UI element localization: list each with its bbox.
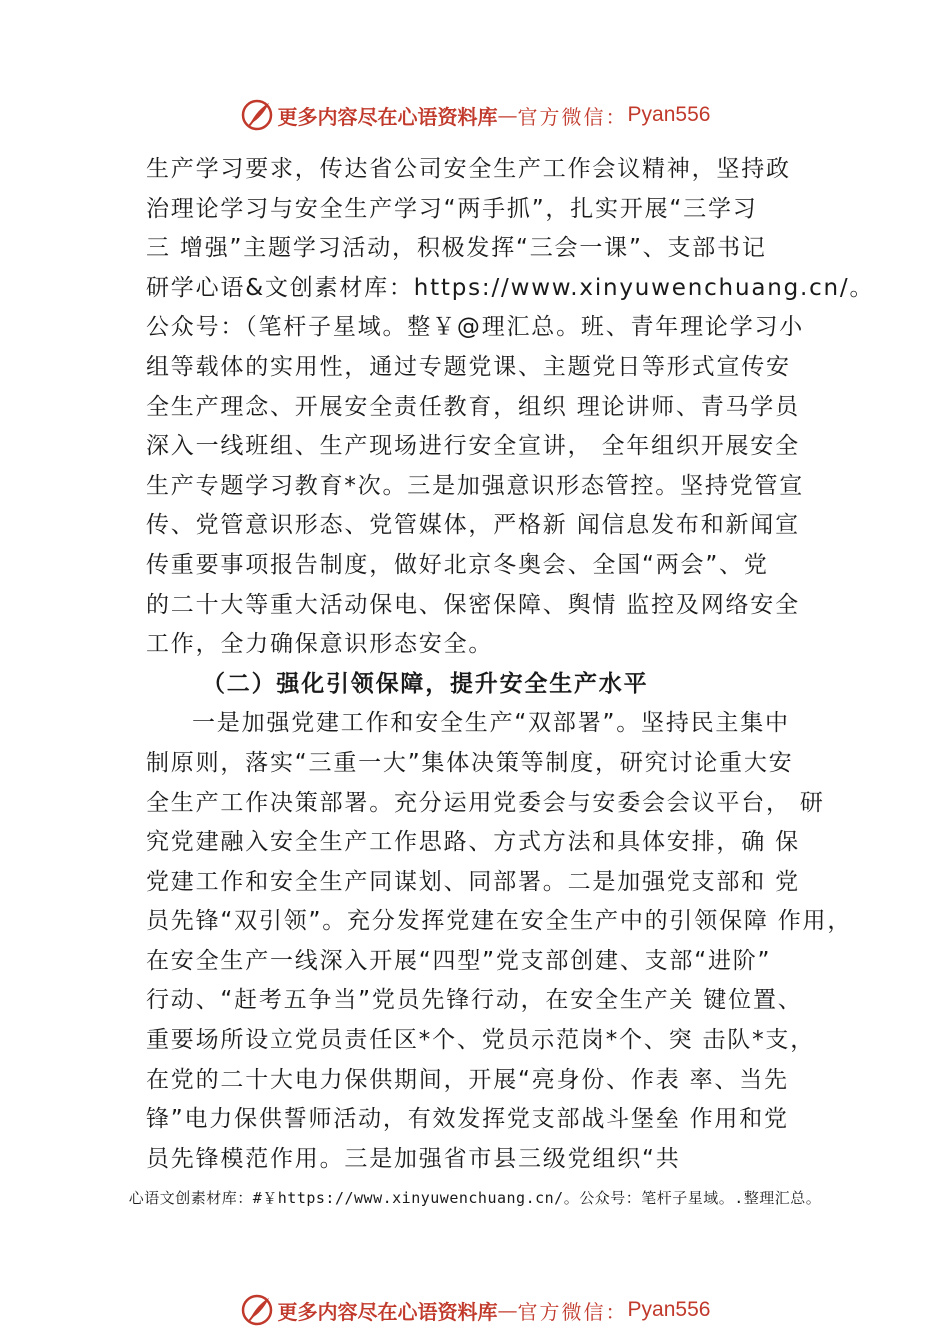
quill-logo-icon [240, 98, 274, 132]
banner-official-label: 官方微信： [517, 1299, 628, 1324]
footer-banner [0, 1290, 950, 1330]
section-line: 锋”电力保供誓师活动，有效发挥党支部战斗堡垒 作用和党 [146, 1106, 789, 1133]
body-line: 传、党管意识形态、党管媒体，严格新 闻信息发布和新闻宣 [146, 512, 800, 539]
section-line: 制原则，落实“三重一大”集体决策等制度，研究讨论重大安 [146, 749, 794, 776]
body-line: 工作，全力确保意识形态安全。 [146, 631, 494, 658]
banner-wechat-id: Pyan556 [627, 1298, 711, 1321]
body-line: 生产专题学习教育*次。三是加强意识形态管控。坚持党管宣 [146, 472, 805, 499]
section-line: 重要场所设立党员责任区*个、党员示范岗*个、突 击队*支， [146, 1027, 816, 1054]
body-line: 组等载体的实用性，通过专题党课、主题党日等形式宣传安 [146, 353, 791, 380]
quill-logo-icon [240, 1293, 274, 1327]
banner-brand: 更多内容尽在心语资料库 [277, 1299, 498, 1324]
body-line: 全生产理念、开展安全责任教育，组织 理论讲师、青马学员 [146, 393, 800, 420]
body-line: 治理论学习与安全生产学习“两手抓”，扎实开展“三学习 [146, 195, 758, 222]
banner-wechat-id: Pyan556 [627, 103, 711, 126]
section-line: 全生产工作决策部署。充分运用党委会与安委会会议平台， 研 [146, 789, 825, 816]
section-first-line: 一是加强党建工作和安全生产“双部署”。坚持民主集中 [192, 710, 790, 737]
body-line: 传重要事项报告制度，做好北京冬奥会、全国“两会”、党 [146, 551, 769, 578]
body-line: 生产学习要求，传达省公司安全生产工作会议精神，坚持政 [146, 156, 791, 182]
document-body [146, 150, 875, 1179]
header-banner [0, 95, 950, 135]
body-line: 的二十大等重大活动保电、保密保障、舆情 监控及网络安全 [146, 591, 800, 618]
banner-separator: — [497, 103, 518, 127]
banner-brand: 更多内容尽在心语资料库 [277, 104, 498, 129]
section-line: 党建工作和安全生产同谋划、同部署。二是加强党支部和 党 [146, 868, 800, 895]
body-line: 公众号：（笔杆子星域。整￥@理汇总。班、青年理论学习小 [146, 314, 805, 341]
banner-separator: — [497, 1298, 518, 1322]
section-line: 究党建融入安全生产工作思路、方式方法和具体安排，确 保 [146, 829, 800, 856]
section-line: 在安全生产一线深入开展“四型”党支部创建、支部“进阶” [146, 947, 772, 974]
body-line: 深入一线班组、生产现场进行安全宣讲， 全年组织开展安全 [146, 433, 800, 460]
section-heading: （二）强化引领保障，提升安全生产水平 [202, 670, 649, 697]
footer-note: 心语文创素材库：#￥https://www.xinyuwenchuang.cn/。公众号：笔杆子星域。.整理汇总。 [128, 1189, 822, 1207]
section-line: 在党的二十大电力保供期间，开展“亮身份、作表 率、当先 [146, 1066, 789, 1093]
banner-official-label: 官方微信： [517, 104, 628, 129]
body-line: 研学心语&文创素材库：https://www.xinyuwenchuang.cn/。 [146, 274, 875, 301]
body-line: 三 增强”主题学习活动，积极发挥“三会一课”、支部书记 [146, 235, 767, 262]
section-line: 员先锋模范作用。三是加强省市县三级党组织“共 [146, 1145, 681, 1172]
section-line: 员先锋“双引领”。充分发挥党建在安全生产中的引领保障 作用， [146, 908, 853, 935]
section-line: 行动、“赶考五争当”党员先锋行动，在安全生产关 键位置、 [146, 987, 803, 1014]
